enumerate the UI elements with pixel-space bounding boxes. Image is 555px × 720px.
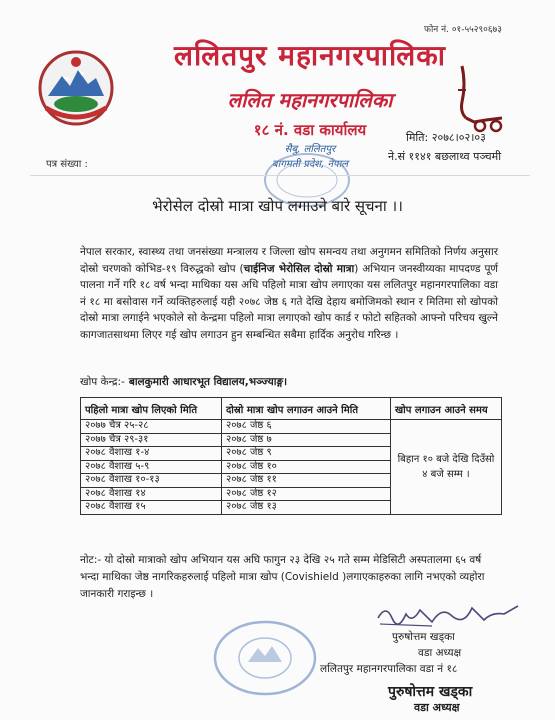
centre-label: खोप केन्द्र:- — [80, 376, 125, 388]
first-dose-cell: २०७८ वैशाख १०-१३ — [81, 474, 222, 488]
second-dose-cell: २०७८ जेष्ठ १० — [222, 460, 391, 474]
ward-office-title: १८ नं. वडा कार्यालय — [253, 121, 367, 139]
second-dose-cell: २०७८ जेष्ठ १२ — [222, 487, 391, 501]
second-dose-cell: २०७८ जेष्ठ ६ — [222, 420, 391, 434]
issue-date: मिति: २०७८।०२।०३ — [406, 131, 486, 144]
first-dose-cell: २०७७ चैत्र २५-२८ — [81, 420, 222, 434]
ward-emblem-icon — [444, 60, 514, 140]
header-divider — [30, 175, 530, 176]
second-dose-cell: २०७८ जेष्ठ ७ — [222, 433, 391, 447]
vaccination-centre — [80, 375, 287, 389]
notice-note: नोट:- यो दोस्रो मात्राको खोप अभियान यस अघि फागुन २३ देखि २५ गते सम्म मेडिसिटी अस्पतालमा ६५ वर्ष भन्दा माथिका जेष्ठ नागरिकहरुलाई पहिलो मात्रा खोप (Covishield )लगाएकाहरुका लागि नभएको व्यहोरा जानकारी गराइन्छ । — [80, 554, 485, 600]
nepal-emblem-logo — [36, 48, 116, 128]
address-line-1: सैबु, ललितपुर — [284, 144, 336, 155]
signatory-name: पुरुषोत्तम खड्का — [392, 631, 455, 643]
handwritten-signature — [372, 600, 522, 630]
letter-number-label: पत्र संख्या : — [46, 159, 88, 170]
notice-title: भेरोसेल दोस्रो मात्रा खोप लगाउने बारे सूचना ।। — [152, 197, 403, 215]
paragraph-text-end: ) अभियान जनस्वीय्यका मापदण्ड पूर्ण पालना गर्ने गरि १८ वर्ष भन्दा माथिका यस अधि पहिलो मात्रा खोप लगाएका यस ललितपुर महानगरपालिका वडा नं १८ मा बसोवास गर्ने व्यक्तिहरुलाई यही २०७८ जेष्ठ ६ गते देखि देहाय बमोजिमको स्थान र मितिमा सो खोपको दोस्रो मात्रा लगाईने भएकोले सो केन्द्रमा पहिलो मात्रा लगाएको खोप कार्ड र फोटो सहितको आफ्नो परिचय खुल्ने कागजातसाथमा लिएर गई खोप लगाउन हुन सम्बन्धित सबैमा हार्दिक अनुरोध गरिन्छ । — [80, 262, 498, 341]
phone-number: फोन नं. ०१-५५२९०६७३ — [424, 25, 502, 35]
second-dose-cell: २०७८ जेष्ठ १३ — [222, 501, 391, 515]
signatory-role: वडा अध्यक्ष — [418, 647, 462, 659]
vaccine-name: चाईनिज भेरोसिल दोस्रो मात्रा — [243, 262, 355, 275]
signatory-office: ललितपुर महानगरपालिका वडा नं १८ — [320, 663, 458, 675]
centre-value: बालकुमारी आधारभूत विद्यालय,भञ्ज्याङ्ग। — [128, 376, 288, 388]
second-dose-cell: २०७८ जेष्ठ ११ — [222, 474, 391, 488]
first-dose-cell: २०७७ चैत्र २९-३१ — [81, 433, 222, 447]
first-dose-cell: २०७८ वैशाख ५-९ — [81, 460, 222, 474]
vaccination-schedule-table — [80, 397, 502, 515]
stamp-signatory-role: वडा अध्यक्ष — [414, 701, 460, 714]
nepal-sambat-date: ने.सं ११४१ बछलाथ्व पञ्चमी — [388, 150, 502, 163]
first-dose-cell: २०७८ वैशाख १-४ — [81, 447, 222, 461]
table-header-row — [81, 398, 502, 420]
first-dose-cell: २०७८ वैशाख १५ — [81, 501, 222, 515]
header-vaccination-time: खोप लगाउन आउने समय — [391, 398, 502, 420]
header-first-dose-date: पहिलो मात्रा खोप लिएको मिति — [81, 398, 222, 420]
office-stamp-bottom — [210, 618, 320, 698]
table-row — [81, 420, 502, 434]
vaccination-time-cell: बिहान १० बजे देखि दिउँसो ४ बजे सम्म । — [391, 420, 502, 515]
first-dose-cell: २०७८ वैशाख १४ — [81, 487, 222, 501]
municipality-script-title: ललित महानगरपालिका — [227, 88, 393, 112]
address-line-2: बागमती प्रदेश, नेपाल — [271, 159, 349, 170]
header-second-dose-date: दोस्रो मात्रा खोप लगाउन आउने मिति — [222, 398, 391, 420]
stamp-signatory-name: पुरुषोत्तम खड्का — [388, 684, 473, 700]
notice-paragraph — [80, 244, 498, 344]
municipality-title: ललितपुर महानगरपालिका — [173, 39, 447, 72]
paragraph-text-start: नेपाल सरकार, स्वास्थ्य तथा जनसंख्या मन्त्रालय र जिल्ला खोप समन्वय तथा अनुगमन समितिको निर्णय अनुसार दोस्रो चरणको कोभिड-१९ विरुद्धको खोप ( — [80, 246, 498, 275]
second-dose-cell: २०७८ जेष्ठ ९ — [222, 447, 391, 461]
